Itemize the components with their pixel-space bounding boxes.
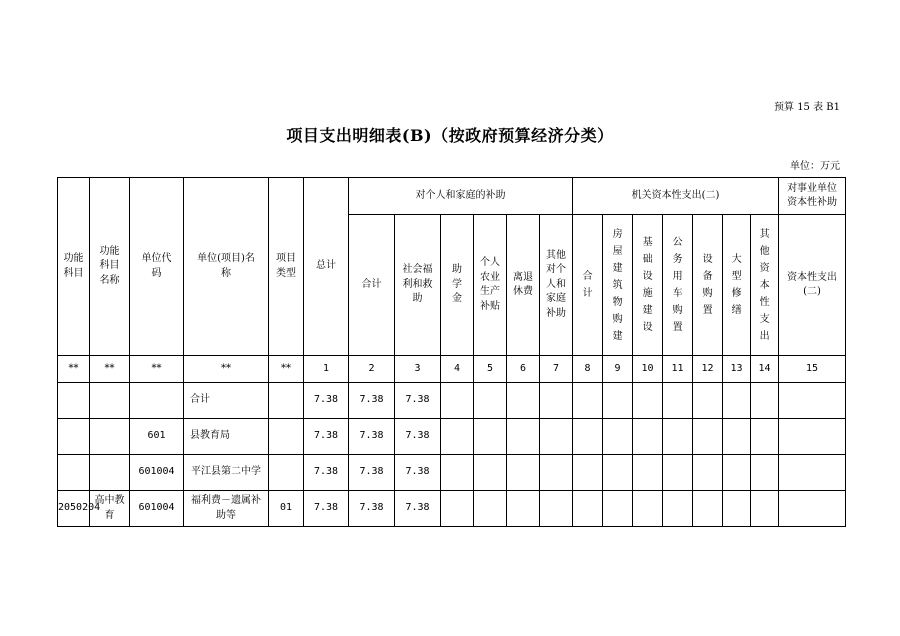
unit-code-cell: 601004 <box>130 455 184 491</box>
empty-cell <box>603 491 633 527</box>
header-other-personal: 其他对个人和家庭补助 <box>540 215 573 356</box>
header-group-capital: 机关资本性支出(二) <box>573 178 779 215</box>
index-cell: ** <box>90 356 130 383</box>
header-repair: 大型修缮 <box>723 215 751 356</box>
index-cell: 8 <box>573 356 603 383</box>
empty-cell <box>633 455 663 491</box>
index-cell: ** <box>269 356 304 383</box>
empty-cell <box>441 491 474 527</box>
empty-cell <box>573 455 603 491</box>
data-rows <box>58 383 846 527</box>
header-project-type: 项目类型 <box>269 178 304 356</box>
header-unit-name: 单位(项目)名称 <box>184 178 269 356</box>
index-cell: 3 <box>395 356 441 383</box>
index-cell: 5 <box>474 356 507 383</box>
header-group-personal: 对个人和家庭的补助 <box>349 178 573 215</box>
empty-cell <box>507 455 540 491</box>
empty-cell <box>693 455 723 491</box>
empty-cell <box>603 419 633 455</box>
empty-cell <box>663 491 693 527</box>
empty-cell <box>573 491 603 527</box>
func-code-cell <box>58 383 90 419</box>
unit-name-cell: 合计 <box>184 383 269 419</box>
welfare-cell: 7.38 <box>395 491 441 527</box>
index-cell: 2 <box>349 356 395 383</box>
empty-cell <box>603 455 633 491</box>
empty-cell <box>474 491 507 527</box>
empty-cell <box>751 455 779 491</box>
total-cell: 7.38 <box>304 419 349 455</box>
empty-cell <box>573 383 603 419</box>
header-other-capital: 其他资本性支出 <box>751 215 779 356</box>
index-cell: 11 <box>663 356 693 383</box>
empty-cell <box>779 419 846 455</box>
project-type-cell: 01 <box>269 491 304 527</box>
unit-name-cell: 平江县第二中学 <box>184 455 269 491</box>
total-cell: 7.38 <box>304 383 349 419</box>
empty-cell <box>603 383 633 419</box>
empty-cell <box>507 491 540 527</box>
empty-cell <box>441 455 474 491</box>
budget-table <box>57 177 846 527</box>
total-cell: 7.38 <box>304 455 349 491</box>
project-type-cell <box>269 383 304 419</box>
header-total: 总计 <box>304 178 349 356</box>
header-group-subsidy: 对事业单位资本性补助 <box>779 178 846 215</box>
empty-cell <box>507 419 540 455</box>
header-infrastructure: 基础设施建设 <box>633 215 663 356</box>
empty-cell <box>474 455 507 491</box>
unit-code-cell: 601 <box>130 419 184 455</box>
header-vehicle: 公务用车购置 <box>663 215 693 356</box>
header-func-subject: 功能科目 <box>58 178 90 356</box>
table-row <box>58 419 846 455</box>
total-cell: 7.38 <box>304 491 349 527</box>
index-cell: 15 <box>779 356 846 383</box>
index-cell: 7 <box>540 356 573 383</box>
header-row-1 <box>58 178 846 215</box>
header-retirement: 离退休费 <box>507 215 540 356</box>
empty-cell <box>723 419 751 455</box>
empty-cell <box>723 455 751 491</box>
personal-total-cell: 7.38 <box>349 455 395 491</box>
unit-name-cell: 县教育局 <box>184 419 269 455</box>
empty-cell <box>540 383 573 419</box>
unit-label: 单位：万元 <box>790 161 840 172</box>
empty-cell <box>633 383 663 419</box>
index-cell: 13 <box>723 356 751 383</box>
empty-cell <box>663 455 693 491</box>
empty-cell <box>633 419 663 455</box>
header-unit-code: 单位代码 <box>130 178 184 356</box>
func-name-cell <box>90 383 130 419</box>
header-farm-subsidy: 个人农业生产补贴 <box>474 215 507 356</box>
empty-cell <box>723 491 751 527</box>
header-welfare: 社会福利和救助 <box>395 215 441 356</box>
empty-cell <box>751 383 779 419</box>
empty-cell <box>693 383 723 419</box>
header-personal-total: 合计 <box>349 215 395 356</box>
empty-cell <box>507 383 540 419</box>
empty-cell <box>779 383 846 419</box>
index-cell: ** <box>58 356 90 383</box>
index-cell: ** <box>130 356 184 383</box>
empty-cell <box>441 383 474 419</box>
personal-total-cell: 7.38 <box>349 491 395 527</box>
unit-code-cell: 601004 <box>130 491 184 527</box>
empty-cell <box>751 491 779 527</box>
func-name-cell <box>90 419 130 455</box>
index-cell: 9 <box>603 356 633 383</box>
empty-cell <box>540 419 573 455</box>
func-name-cell <box>90 455 130 491</box>
welfare-cell: 7.38 <box>395 419 441 455</box>
project-type-cell <box>269 455 304 491</box>
personal-total-cell: 7.38 <box>349 419 395 455</box>
empty-cell <box>540 455 573 491</box>
func-name-cell: 高中教育 <box>90 491 130 527</box>
table-row <box>58 491 846 527</box>
empty-cell <box>540 491 573 527</box>
form-code: 预算 15 表 B1 <box>774 102 840 113</box>
empty-cell <box>751 419 779 455</box>
header-building: 房屋建筑物购建 <box>603 215 633 356</box>
welfare-cell: 7.38 <box>395 383 441 419</box>
page-title: 项目支出明细表(B)（按政府预算经济分类） <box>286 126 614 145</box>
header-scholarship: 助学金 <box>441 215 474 356</box>
index-cell: 6 <box>507 356 540 383</box>
welfare-cell: 7.38 <box>395 455 441 491</box>
project-type-cell <box>269 419 304 455</box>
index-cell: ** <box>184 356 269 383</box>
empty-cell <box>441 419 474 455</box>
func-code-cell: 2050204 <box>58 491 90 527</box>
index-cell: 12 <box>693 356 723 383</box>
table-row <box>58 383 846 419</box>
index-cell: 4 <box>441 356 474 383</box>
header-capital-total: 合计 <box>573 215 603 356</box>
unit-name-cell: 福利费－遗属补助等 <box>184 491 269 527</box>
func-code-cell <box>58 455 90 491</box>
table-row <box>58 455 846 491</box>
index-row <box>58 356 846 383</box>
index-cell: 10 <box>633 356 663 383</box>
empty-cell <box>573 419 603 455</box>
empty-cell <box>663 419 693 455</box>
empty-cell <box>633 491 663 527</box>
index-cell: 14 <box>751 356 779 383</box>
header-equipment: 设备购置 <box>693 215 723 356</box>
empty-cell <box>663 383 693 419</box>
header-capital-ii: 资本性支出(二) <box>779 215 846 356</box>
func-code-cell <box>58 419 90 455</box>
empty-cell <box>693 419 723 455</box>
personal-total-cell: 7.38 <box>349 383 395 419</box>
unit-code-cell <box>130 383 184 419</box>
empty-cell <box>693 491 723 527</box>
empty-cell <box>723 383 751 419</box>
header-func-subject-name: 功能科目名称 <box>90 178 130 356</box>
empty-cell <box>474 419 507 455</box>
empty-cell <box>779 491 846 527</box>
empty-cell <box>474 383 507 419</box>
index-cell: 1 <box>304 356 349 383</box>
empty-cell <box>779 455 846 491</box>
